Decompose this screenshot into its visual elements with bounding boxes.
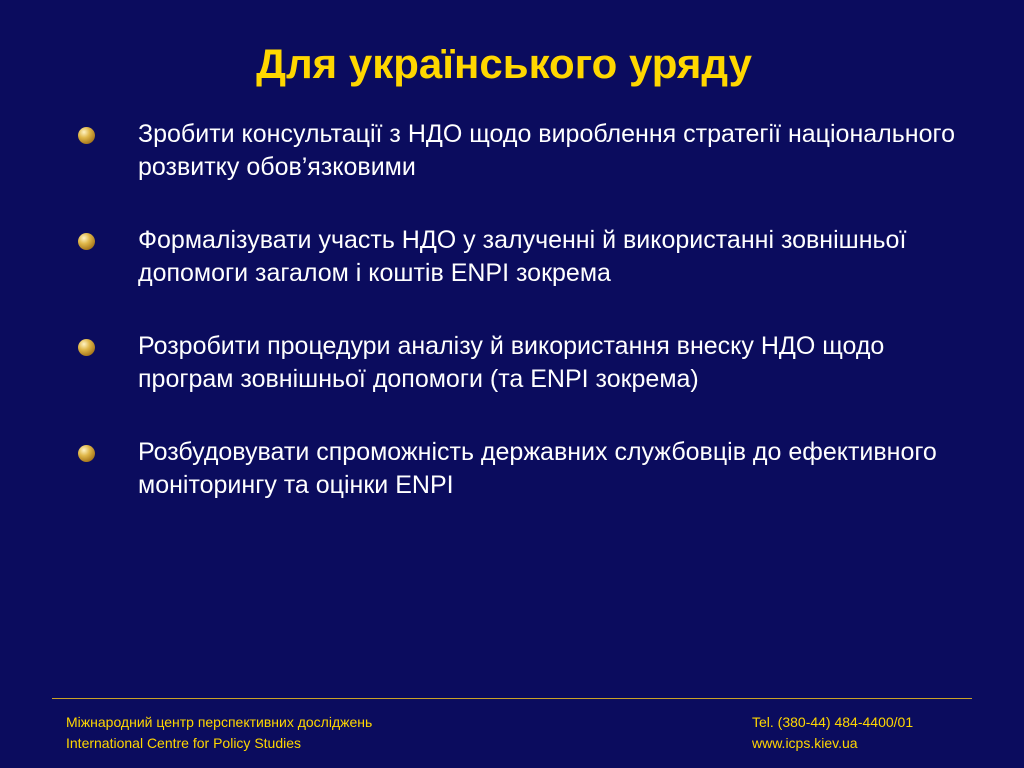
footer-website: www.icps.kiev.ua <box>752 735 858 751</box>
footer-org-ukrainian: Міжнародний центр перспективних досліджень <box>66 714 373 730</box>
bullet-sphere-icon <box>78 233 95 250</box>
bullet-sphere-icon <box>78 339 95 356</box>
footer-organization <box>66 712 372 754</box>
bullet-item <box>78 330 978 396</box>
slide-title: Для українського уряду <box>256 40 752 87</box>
footer-telephone: Tel. (380-44) 484-4400/01 <box>752 714 914 730</box>
bullet-item <box>78 118 978 184</box>
footer-divider <box>52 698 972 699</box>
bullet-text: Зробити консультації з НДО щодо вироблення стратегії національного розвитку обов’язковими <box>138 120 955 181</box>
bullet-list <box>78 118 978 542</box>
bullet-sphere-icon <box>78 127 95 144</box>
bullet-text: Розбудовувати спроможність державних службовців до ефективного моніторингу та оцінки ENPI <box>138 438 937 499</box>
bullet-item <box>78 436 978 502</box>
footer-contacts <box>752 712 913 754</box>
bullet-item <box>78 224 978 290</box>
bullet-text: Розробити процедури аналізу й використання внеску НДО щодо програм зовнішньої допомоги (та ENPI зокрема) <box>138 332 885 393</box>
bullet-text: Формалізувати участь НДО у залученні й використанні зовнішньої допомоги загалом і коштів ENPI зокрема <box>138 226 907 287</box>
footer-org-english: International Centre for Policy Studies <box>66 735 302 751</box>
bullet-sphere-icon <box>78 445 95 462</box>
